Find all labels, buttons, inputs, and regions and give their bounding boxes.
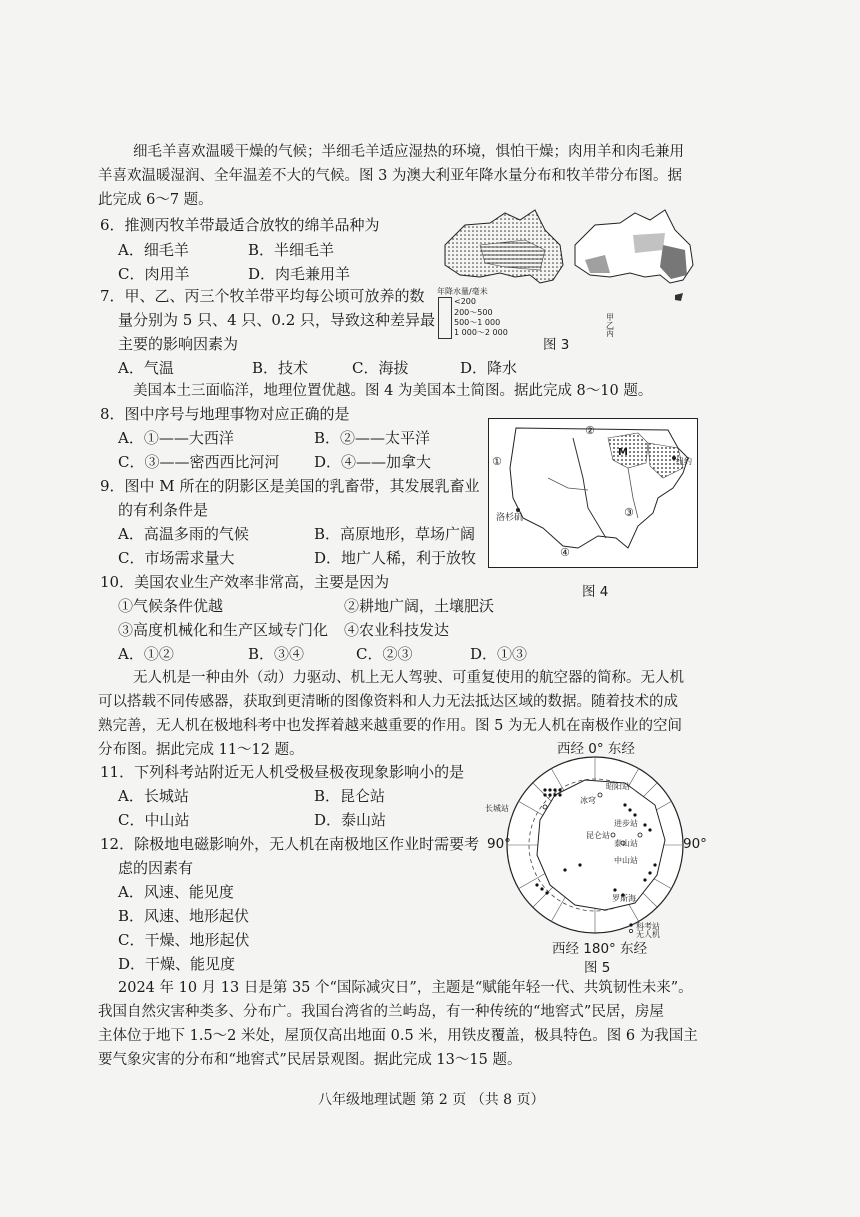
q9-option-c: C．市场需求量大 — [118, 549, 235, 567]
q10-option-d: D．①③ — [470, 645, 528, 663]
figure-5-antarctica-map — [505, 755, 685, 935]
q8-option-d: D．④——加拿大 — [314, 453, 432, 471]
q7-option-a: A．气温 — [118, 359, 174, 377]
q11-option-b: B．昆仑站 — [314, 787, 386, 805]
q6-option-a: A．细毛羊 — [118, 241, 189, 259]
q11-option-d: D．泰山站 — [314, 811, 387, 829]
fig5-right-label: 90° — [683, 836, 707, 852]
intro-13-15-line3: 主体位于地下 1.5～2 米处，屋顶仅高出地面 0.5 米，用铁皮覆盖，极具特色。图 6 为我国主 — [98, 1028, 698, 1044]
intro-6-7-line2: 羊喜欢温暖湿润、全年温差不大的气候。图 3 为澳大利亚年降水量分布和牧羊带分布图。据 — [98, 168, 682, 184]
q10-item-2: ②耕地广阔，土壤肥沃 — [344, 597, 495, 615]
q12-option-b: B．风速、地形起伏 — [118, 907, 250, 925]
q9-option-b: B．高原地形，草场广阔 — [314, 525, 476, 543]
intro-13-15-line1: 2024 年 10 月 13 日是第 35 个“国际减灾日”，主题是“赋能年轻一代、共筑韧性未来”。 — [118, 980, 693, 996]
q7-option-d: D．降水 — [460, 359, 518, 377]
q9-option-a: A．高温多雨的气候 — [118, 525, 249, 543]
q9-stem-line1: 9．图中 M 所在的阴影区是美国的乳畜带，其发展乳畜业 — [100, 477, 480, 495]
intro-8-10-line1: 美国本土三面临洋，地理位置优越。图 4 为美国本土简图。据此完成 8～10 题。 — [133, 383, 653, 399]
figure-4-caption: 图 4 — [582, 584, 609, 600]
q10-item-3: ③高度机械化和生产区域专门化 — [118, 621, 329, 639]
q7-stem-line3: 主要的影响因素为 — [118, 335, 239, 353]
q10-option-b: B．③④ — [248, 645, 305, 663]
intro-11-12-line3: 熟完善，无人机在极地科考中也发挥着越来越重要的作用。图 5 为无人机在南极作业的空间 — [98, 718, 682, 734]
q10-option-a: A．①② — [118, 645, 174, 663]
q10-option-c: C．②③ — [356, 645, 413, 663]
q8-option-c: C．③——密西西比河河 — [118, 453, 280, 471]
fig5-station-kunlun: 昆仑站 — [586, 831, 610, 840]
fig4-label-new-york: 纽约 — [676, 457, 692, 466]
fig3-belt-label-bing: 丙 — [606, 329, 614, 338]
q7-stem-line1: 7．甲、乙、丙三个牧羊带平均每公顷可放养的数 — [100, 287, 425, 305]
fig3-legend-swatches — [438, 297, 452, 339]
q12-stem-line2: 虑的因素有 — [118, 859, 194, 877]
intro-6-7-line1: 细毛羊喜欢温暖干燥的气候；半细毛羊适应湿热的环境，惧怕干燥；肉用羊和肉毛兼用 — [133, 144, 684, 160]
q12-option-d: D．干燥、能见度 — [118, 955, 236, 973]
q9-option-d: D．地广人稀，利于放牧 — [314, 549, 477, 567]
q7-option-c: C．海拔 — [352, 359, 409, 377]
fig5-station-zhongshan: 中山站 — [614, 856, 638, 865]
fig3-legend-item-1: <200 — [454, 297, 476, 306]
intro-6-7-line3: 此完成 6～7 题。 — [98, 192, 213, 208]
intro-13-15-line2: 我国自然灾害种类多、分布广。我国台湾省的兰屿岛，有一种传统的“地窖式”民居，房屋 — [98, 1004, 664, 1020]
fig5-top-label: 西经 0° 东经 — [557, 741, 635, 757]
q8-option-a: A．①——大西洋 — [118, 429, 234, 447]
q6-stem: 6．推测丙牧羊带最适合放牧的绵羊品种为 — [100, 216, 380, 234]
fig5-station-zhaoyang: 昭阳站 — [606, 782, 630, 791]
intro-11-12-line2: 可以搭载不同传感器，获取到更清晰的图像资料和人力无法抵达区域的数据。随着技术的成 — [98, 694, 678, 710]
q10-stem: 10．美国农业生产效率非常高，主要是因为 — [100, 573, 390, 591]
fig5-left-label: 90° — [487, 836, 511, 852]
q7-option-b: B．技术 — [252, 359, 309, 377]
q12-option-c: C．干燥、地形起伏 — [118, 931, 250, 949]
q6-option-b: B．半细毛羊 — [248, 241, 335, 259]
figure-5-caption: 图 5 — [584, 960, 611, 976]
fig3-legend-item-4: 1 000～2 000 — [454, 328, 508, 337]
intro-11-12-line1: 无人机是一种由外（动）力驱动、机上无人驾驶、可重复使用的航空器的简称。无人机 — [133, 670, 684, 686]
fig5-station-jinbu: 进步站 — [614, 819, 638, 828]
fig5-station-rossea: 罗斯海 — [612, 894, 636, 903]
q7-stem-line2: 量分别为 5 只、4 只、0.2 只，导致这种差异最 — [118, 311, 436, 329]
q10-item-1: ①气候条件优越 — [118, 597, 224, 615]
figure-3-caption: 图 3 — [543, 337, 570, 353]
intro-11-12-line4: 分布图。据此完成 11～12 题。 — [98, 742, 304, 758]
fig5-bottom-label: 西经 180° 东经 — [552, 941, 648, 957]
q11-stem: 11．下列科考站附近无人机受极昼极夜现象影响小的是 — [100, 763, 465, 781]
fig5-station-dome: 冰穹 — [580, 796, 596, 805]
fig3-belt-label-yi: 乙 — [606, 321, 614, 330]
fig5-station-changcheng: 长城站 — [485, 804, 509, 813]
q10-item-4: ④农业科技发达 — [344, 621, 450, 639]
fig3-legend-title: 年降水量/毫米 — [437, 287, 488, 296]
q8-stem: 8．图中序号与地理事物对应正确的是 — [100, 405, 350, 423]
fig5-legend-drone: 无人机 — [636, 930, 660, 939]
intro-13-15-line4: 要气象灾害的分布和“地窖式”民居景观图。据此完成 13～15 题。 — [98, 1052, 522, 1068]
fig4-label-los-angeles: 洛杉矶 — [496, 513, 524, 523]
q6-option-c: C．肉用羊 — [118, 265, 190, 283]
fig4-label-m: M — [618, 447, 628, 458]
q9-stem-line2: 的有利条件是 — [118, 501, 209, 519]
figure-4-us-map — [488, 418, 698, 568]
q11-option-a: A．长城站 — [118, 787, 189, 805]
q12-stem-line1: 12．除极地电磁影响外，无人机在南极地区作业时需要考 — [100, 835, 480, 853]
fig4-label-2: ② — [585, 424, 595, 437]
q8-option-b: B．②——太平洋 — [314, 429, 431, 447]
q6-option-d: D．肉毛兼用羊 — [248, 265, 351, 283]
fig4-label-4: ④ — [560, 546, 570, 559]
fig5-station-taishan: 泰山站 — [614, 839, 638, 848]
page-footer: 八年级地理试题 第 2 页 （共 8 页） — [318, 1092, 545, 1108]
fig4-label-3: ③ — [624, 506, 634, 519]
fig5-legend-station: 科考站 — [636, 922, 660, 931]
fig3-belt-label-jia: 甲 — [606, 313, 614, 322]
fig3-legend-item-2: 200～500 — [454, 308, 493, 317]
fig4-label-1: ① — [492, 455, 502, 468]
q12-option-a: A．风速、能见度 — [118, 883, 234, 901]
q11-option-c: C．中山站 — [118, 811, 190, 829]
fig3-legend-item-3: 500～1 000 — [454, 318, 501, 327]
